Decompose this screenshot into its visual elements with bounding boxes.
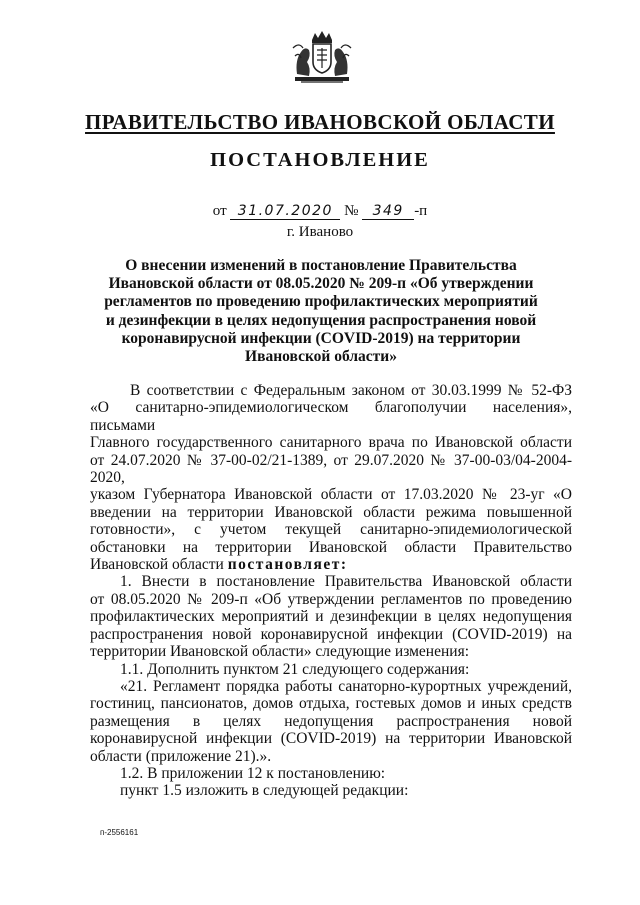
preamble-line: Главного государственного санитарного врача по Ивановской области bbox=[90, 434, 572, 452]
preamble-line: от 24.07.2020 № 37-00-02/21-1389, от 29.07.2020 № 37-00-03/04-2004-2020, bbox=[90, 451, 572, 487]
subject-line: коронавирусной инфекции (COVID-2019) на территории bbox=[121, 329, 521, 347]
decree-body bbox=[90, 382, 572, 800]
date-number-line bbox=[0, 203, 640, 220]
decree-word: постановляет: bbox=[227, 556, 348, 574]
subject-line: и дезинфекции в целях недопущения распространения новой bbox=[105, 311, 537, 329]
number-sign: № bbox=[344, 203, 359, 219]
preamble-last-line bbox=[90, 556, 572, 573]
document-type: ПОСТАНОВЛЕНИЕ bbox=[210, 149, 430, 171]
preamble-line: «О санитарно-эпидемиологическом благополучии населения», письмами bbox=[90, 399, 572, 434]
government-title: ПРАВИТЕЛЬСТВО ИВАНОВСКОЙ ОБЛАСТИ bbox=[85, 110, 555, 134]
decree-date: 31.07.2020 bbox=[230, 204, 340, 220]
number-suffix: -п bbox=[414, 203, 428, 219]
item-1-2: 1.2. В приложении 12 к постановлению: bbox=[120, 764, 386, 782]
preamble-line: В соответствии с Федеральным законом от 30.03.1999 № 52-ФЗ bbox=[130, 382, 572, 399]
subject-line: Ивановской области от 08.05.2020 № 209-п «Об утверждении bbox=[108, 275, 534, 293]
item-1-line: от 08.05.2020 № 209-п «Об утверждении регламентов по проведению bbox=[90, 590, 572, 608]
coat-of-arms-emblem bbox=[287, 30, 357, 86]
subject-line: регламентов по проведению профилактических мероприятий bbox=[104, 293, 538, 311]
document-code: п-2556161 bbox=[100, 828, 139, 837]
preamble-line: готовности», с учетом текущей санитарно-эпидемиологической bbox=[90, 521, 572, 539]
item-1-1: 1.1. Дополнить пунктом 21 следующего содержания: bbox=[120, 660, 470, 678]
preamble-line: введении на территории Ивановской области режима повышенной bbox=[90, 503, 572, 521]
date-prefix: от bbox=[212, 203, 227, 219]
subject-line: О внесении изменений в постановление Правительства bbox=[125, 257, 517, 274]
item-1-1-quote-line: коронавирусной инфекции (COVID-2019) на территории Ивановской bbox=[90, 730, 572, 748]
city-name: г. Иваново bbox=[286, 224, 354, 240]
item-1-1-quote-line: «21. Регламент порядка работы санаторно-курортных учреждений, bbox=[120, 677, 572, 695]
item-1-2-text: пункт 1.5 изложить в следующей редакции: bbox=[120, 782, 409, 800]
item-1-line: 1. Внести в постановление Правительства Ивановской области bbox=[120, 573, 572, 591]
item-1-1-quote-line: гостиниц, пансионатов, домов отдыха, гостевых домов и иных средств bbox=[90, 695, 572, 713]
preamble-line: указом Губернатора Ивановской области от 17.03.2020 № 23-уг «О bbox=[90, 486, 572, 504]
item-1-line: распространения новой коронавирусной инфекции (COVID-2019) на bbox=[90, 625, 572, 643]
item-1-1-quote-line: размещения в целях недопущения распространения новой bbox=[90, 712, 572, 730]
item-1-1-quote-line: области (приложение 21).». bbox=[90, 747, 272, 765]
item-1-line: профилактических мероприятий и дезинфекции в целях недопущения bbox=[90, 608, 572, 626]
decree-subject bbox=[96, 257, 546, 366]
decree-number: 349 bbox=[362, 204, 414, 220]
subject-line: Ивановской области» bbox=[245, 348, 397, 366]
preamble-line-start: Ивановской области bbox=[90, 556, 224, 574]
preamble-line: обстановки на территории Ивановской области Правительство bbox=[90, 538, 572, 556]
item-1-line: территории Ивановской области» следующие изменения: bbox=[90, 643, 470, 661]
